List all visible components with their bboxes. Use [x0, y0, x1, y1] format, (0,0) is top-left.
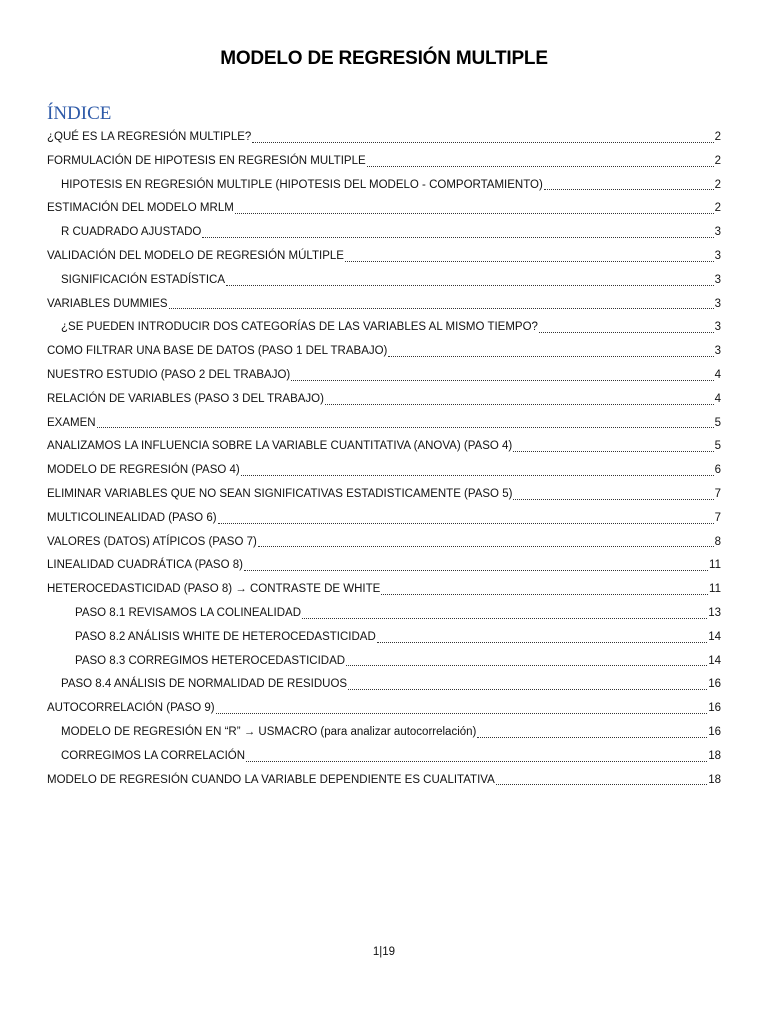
toc-entry[interactable]	[47, 531, 721, 555]
toc-entry[interactable]	[47, 673, 721, 697]
toc-entry-text: NUESTRO ESTUDIO (PASO 2 DEL TRABAJO)	[47, 368, 291, 381]
toc-entry-text: SIGNIFICACIÓN ESTADÍSTICA	[61, 273, 225, 286]
toc-entry[interactable]	[47, 245, 721, 269]
toc-entry[interactable]	[47, 197, 721, 221]
toc-entry[interactable]	[47, 269, 721, 293]
toc-entry-text: CORREGIMOS LA CORRELACIÓN	[61, 749, 246, 762]
toc-dot-leader	[496, 783, 707, 785]
toc-entry-text: MODELO DE REGRESIÓN CUANDO LA VARIABLE DEPENDIENTE ES CUALITATIVA	[47, 773, 495, 786]
toc-entry[interactable]	[47, 626, 721, 650]
toc-entry[interactable]	[47, 364, 721, 388]
toc-entry[interactable]	[47, 745, 721, 769]
toc-entry-page-number: 13	[708, 606, 721, 619]
toc-entry-page-number: 2	[714, 154, 721, 167]
toc-entry[interactable]	[47, 340, 721, 364]
toc-entry-page-number: 7	[714, 511, 721, 524]
toc-entry-page-number: 14	[708, 630, 721, 643]
toc-dot-leader	[97, 426, 714, 428]
toc-entry-text: FORMULACIÓN DE HIPOTESIS EN REGRESIÓN MULTIPLE	[47, 154, 366, 167]
toc-dot-leader	[241, 474, 714, 476]
toc-entry-text: MODELO DE REGRESIÓN (PASO 4)	[47, 464, 240, 477]
toc-entry-text: ¿SE PUEDEN INTRODUCIR DOS CATEGORÍAS DE LAS VARIABLES AL MISMO TIEMPO?	[61, 321, 538, 334]
toc-entry[interactable]	[47, 507, 721, 531]
toc-entry[interactable]	[47, 578, 721, 602]
toc-entry-page-number: 3	[714, 249, 721, 262]
toc-entry-page-number: 16	[708, 678, 721, 691]
toc-entry-text: MODELO DE REGRESIÓN EN “R” → USMACRO (para analizar autocorrelación)	[61, 725, 477, 738]
toc-entry[interactable]	[47, 174, 721, 198]
table-of-contents	[47, 126, 721, 792]
toc-entry-text: ELIMINAR VARIABLES QUE NO SEAN SIGNIFICATIVAS ESTADISTICAMENTE (PASO 5)	[47, 487, 513, 500]
toc-entry-text: EXAMEN	[47, 416, 96, 429]
toc-entry-page-number: 2	[714, 131, 721, 143]
toc-entry[interactable]	[47, 316, 721, 340]
toc-entry-text: VARIABLES DUMMIES	[47, 297, 168, 310]
toc-dot-leader	[348, 688, 707, 690]
toc-entry-page-number: 8	[714, 535, 721, 548]
toc-dot-leader	[381, 593, 708, 595]
toc-dot-leader	[291, 379, 713, 381]
toc-dot-leader	[244, 569, 708, 571]
toc-entry-text: PASO 8.3 CORREGIMOS HETEROCEDASTICIDAD	[75, 654, 346, 667]
document-title: MODELO DE REGRESIÓN MULTIPLE	[220, 48, 548, 69]
toc-entry-page-number: 7	[714, 487, 721, 500]
toc-entry-page-number: 16	[708, 702, 721, 715]
toc-entry[interactable]	[47, 650, 721, 674]
toc-dot-leader	[345, 260, 714, 262]
toc-entry-page-number: 3	[714, 273, 721, 286]
toc-entry-page-number: 3	[714, 226, 721, 239]
toc-dot-leader	[235, 212, 714, 214]
toc-dot-leader	[226, 284, 714, 286]
toc-entry-text: HETEROCEDASTICIDAD (PASO 8) → CONTRASTE DE WHITE	[47, 583, 381, 596]
toc-dot-leader	[346, 664, 707, 666]
toc-dot-leader	[218, 522, 714, 524]
toc-entry-page-number: 2	[714, 202, 721, 215]
toc-entry[interactable]	[47, 721, 721, 745]
toc-entry-page-number: 18	[708, 773, 721, 786]
toc-dot-leader	[325, 403, 714, 405]
toc-entry[interactable]	[47, 459, 721, 483]
toc-entry[interactable]	[47, 483, 721, 507]
toc-entry-page-number: 11	[709, 559, 721, 572]
page-number-footer: 1|19	[372, 946, 396, 958]
toc-dot-leader	[258, 545, 714, 547]
toc-entry-text: VALORES (DATOS) ATÍPICOS (PASO 7)	[47, 535, 257, 548]
toc-entry-page-number: 6	[714, 464, 721, 477]
toc-entry-page-number: 4	[714, 368, 721, 381]
toc-dot-leader	[539, 331, 714, 333]
toc-entry-text: PASO 8.1 REVISAMOS LA COLINEALIDAD	[75, 606, 302, 619]
toc-entry-page-number: 4	[714, 392, 721, 405]
toc-dot-leader	[377, 641, 707, 643]
toc-dot-leader	[544, 188, 714, 190]
toc-entry-text: AUTOCORRELACIÓN (PASO 9)	[47, 702, 215, 715]
toc-entry[interactable]	[47, 697, 721, 721]
toc-entry-page-number: 16	[708, 725, 721, 738]
toc-entry-page-number: 14	[708, 654, 721, 667]
toc-dot-leader	[302, 617, 707, 619]
toc-entry-text: VALIDACIÓN DEL MODELO DE REGRESIÓN MÚLTIPLE	[47, 249, 344, 262]
toc-entry[interactable]	[47, 388, 721, 412]
toc-entry-text: PASO 8.2 ANÁLISIS WHITE DE HETEROCEDASTICIDAD	[75, 630, 376, 643]
toc-entry[interactable]	[47, 293, 721, 317]
toc-dot-leader	[252, 141, 713, 143]
toc-entry-page-number: 5	[714, 440, 721, 453]
toc-entry[interactable]	[47, 769, 721, 793]
toc-entry-page-number: 11	[709, 583, 721, 596]
toc-dot-leader	[202, 236, 713, 238]
toc-entry[interactable]	[47, 554, 721, 578]
toc-entry-text: ¿QUÉ ES LA REGRESIÓN MULTIPLE?	[47, 131, 252, 143]
toc-entry-text: ESTIMACIÓN DEL MODELO MRLM	[47, 202, 234, 215]
toc-entry-page-number: 2	[714, 178, 721, 191]
toc-entry[interactable]	[47, 221, 721, 245]
toc-entry[interactable]	[47, 126, 721, 150]
toc-heading: ÍNDICE	[47, 103, 112, 124]
toc-entry[interactable]	[47, 150, 721, 174]
toc-entry[interactable]	[47, 435, 721, 459]
toc-entry[interactable]	[47, 602, 721, 626]
toc-dot-leader	[477, 736, 707, 738]
toc-entry[interactable]	[47, 412, 721, 436]
toc-dot-leader	[388, 355, 713, 357]
toc-entry-page-number: 5	[714, 416, 721, 429]
toc-dot-leader	[216, 712, 708, 714]
toc-dot-leader	[513, 450, 713, 452]
toc-entry-text: HIPOTESIS EN REGRESIÓN MULTIPLE (HIPOTESIS DEL MODELO - COMPORTAMIENTO)	[61, 178, 543, 191]
toc-dot-leader	[513, 498, 713, 500]
toc-entry-text: ANALIZAMOS LA INFLUENCIA SOBRE LA VARIABLE CUANTITATIVA (ANOVA) (PASO 4)	[47, 440, 513, 453]
toc-entry-page-number: 3	[714, 297, 721, 310]
toc-dot-leader	[246, 760, 707, 762]
toc-entry-text: MULTICOLINEALIDAD (PASO 6)	[47, 511, 217, 524]
toc-entry-page-number: 3	[714, 321, 721, 334]
toc-entry-text: R CUADRADO AJUSTADO	[61, 226, 202, 239]
toc-entry-page-number: 18	[708, 749, 721, 762]
toc-entry-text: PASO 8.4 ANÁLISIS DE NORMALIDAD DE RESIDUOS	[61, 678, 348, 691]
toc-entry-text: RELACIÓN DE VARIABLES (PASO 3 DEL TRABAJO)	[47, 392, 324, 405]
toc-entry-text: LINEALIDAD CUADRÁTICA (PASO 8)	[47, 559, 243, 572]
toc-dot-leader	[367, 165, 714, 167]
toc-dot-leader	[169, 307, 714, 309]
toc-entry-page-number: 3	[714, 345, 721, 358]
toc-entry-text: COMO FILTRAR UNA BASE DE DATOS (PASO 1 DEL TRABAJO)	[47, 345, 388, 358]
